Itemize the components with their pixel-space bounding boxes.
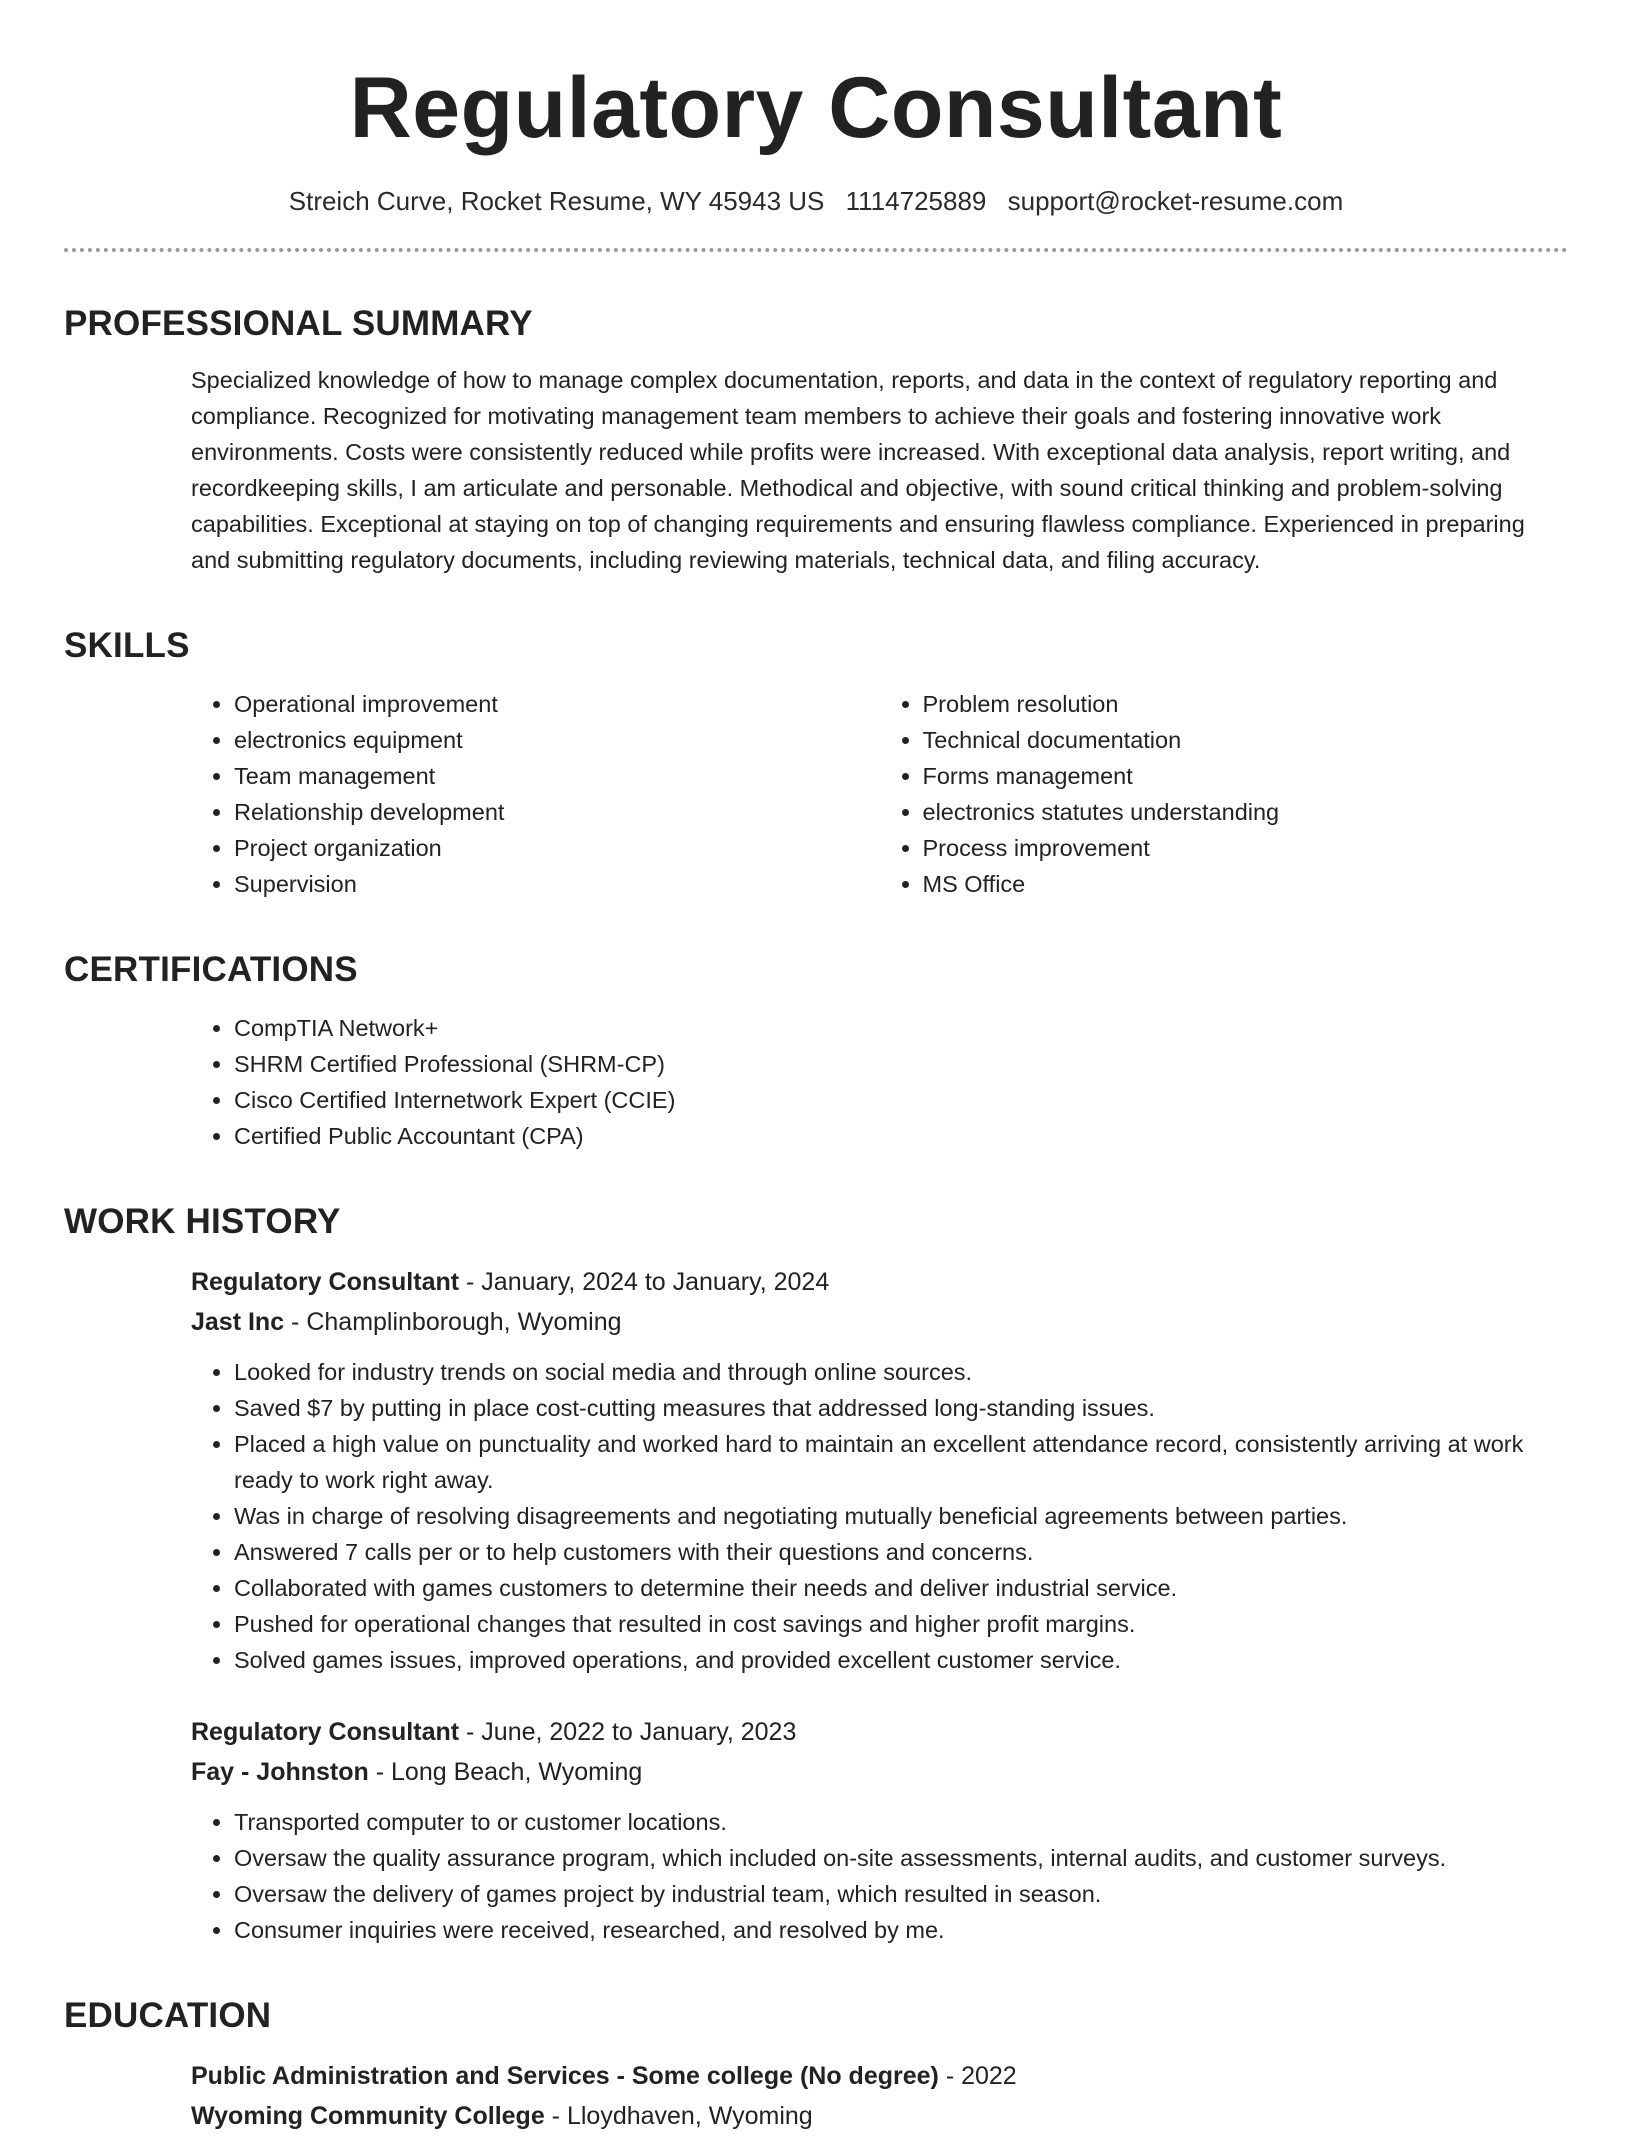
list-item: • Transported computer to or customer locations. (234, 1804, 1568, 1840)
list-item: • Operational improvement (234, 686, 880, 722)
list-item: • Project organization (234, 830, 880, 866)
contact-email: support@rocket-resume.com (1007, 186, 1344, 216)
list-item: • Looked for industry trends on social media and through online sources. (234, 1354, 1568, 1390)
certifications-list (191, 1010, 1568, 1154)
skills-columns (191, 686, 1568, 902)
education-degree-line (191, 2056, 1568, 2096)
list-item: • Answered 7 calls per or to help customers with their questions and concerns. (234, 1534, 1568, 1570)
list-item: • Pushed for operational changes that resulted in cost savings and higher profit margins. (234, 1606, 1568, 1642)
certifications-heading: CERTIFICATIONS (64, 950, 358, 989)
list-item: • electronics statutes understanding (923, 794, 1569, 830)
list-item: • Oversaw the delivery of games project by industrial team, which resulted in season. (234, 1876, 1568, 1912)
job-entry (191, 1262, 1568, 1678)
education-section (64, 1994, 1568, 2136)
list-item: • Process improvement (923, 830, 1569, 866)
job-company: Fay - Johnston (191, 1758, 369, 1786)
education-location: - Lloydhaven, Wyoming (544, 2102, 813, 2130)
job-company-line (191, 1302, 1568, 1342)
job-bullets (191, 1804, 1568, 1948)
education-year: - 2022 (938, 2062, 1017, 2090)
job-company-line (191, 1752, 1568, 1792)
list-item: • Technical documentation (923, 722, 1569, 758)
list-item: • Oversaw the quality assurance program, which included on-site assessments, internal audits, and customer surveys. (234, 1840, 1568, 1876)
job-title-line (191, 1262, 1568, 1302)
certifications-section (64, 948, 1568, 1154)
list-item: • Placed a high value on punctuality and worked hard to maintain an excellent attendance record, consistently arriving at work ready to work right away. (234, 1426, 1568, 1498)
job-title: Regulatory Consultant (191, 1268, 460, 1296)
list-item: • Saved $7 by putting in place cost-cutting measures that addressed long-standing issues. (234, 1390, 1568, 1426)
summary-section (64, 302, 1568, 578)
summary-heading: PROFESSIONAL SUMMARY (64, 304, 533, 343)
summary-text: Specialized knowledge of how to manage complex documentation, reports, and data in the context of regulatory reporting and compliance. Recognized for motivating management team members to achieve their goals and fostering innovative work environments. Costs were consistently reduced while profits were increased. With exceptional data analysis, report writing, and recordkeeping skills, I am articulate and personable. Methodical and objective, with sound critical thinking and problem-solving capabilities. Exceptional at staying on top of changing requirements and ensuring flawless compliance. Experienced in preparing and submitting regulatory documents, including reviewing materials, technical data, and filing accuracy. (191, 367, 1525, 573)
job-title: Regulatory Consultant (191, 1718, 460, 1746)
contact-phone: 1114725889 (845, 186, 987, 216)
education-school: Wyoming Community College (191, 2102, 545, 2130)
list-item: • Collaborated with games customers to determine their needs and deliver industrial service. (234, 1570, 1568, 1606)
list-item: • CompTIA Network+ (234, 1010, 1568, 1046)
skills-section (64, 624, 1568, 902)
list-item: • Supervision (234, 866, 880, 902)
work-history-heading: WORK HISTORY (64, 1202, 341, 1241)
job-dates: - June, 2022 to January, 2023 (459, 1718, 797, 1746)
list-item: • Solved games issues, improved operations, and provided excellent customer service. (234, 1642, 1568, 1678)
job-title-line (191, 1712, 1568, 1752)
list-item: • Relationship development (234, 794, 880, 830)
contact-line (64, 184, 1568, 218)
work-history-section (64, 1200, 1568, 1948)
list-item: • Cisco Certified Internetwork Expert (CCIE) (234, 1082, 1568, 1118)
education-entry (191, 2056, 1568, 2136)
list-item: • MS Office (923, 866, 1569, 902)
job-company: Jast Inc (191, 1308, 285, 1336)
contact-address: Streich Curve, Rocket Resume, WY 45943 US (288, 186, 825, 216)
list-item: • Consumer inquiries were received, researched, and resolved by me. (234, 1912, 1568, 1948)
job-bullets (191, 1354, 1568, 1678)
list-item: • Certified Public Accountant (CPA) (234, 1118, 1568, 1154)
header-divider (64, 248, 1568, 252)
job-location: - Champlinborough, Wyoming (284, 1308, 622, 1336)
list-item: • electronics equipment (234, 722, 880, 758)
education-school-line (191, 2096, 1568, 2136)
skills-list-left (191, 686, 880, 902)
job-location: - Long Beach, Wyoming (368, 1758, 643, 1786)
list-item: • Was in charge of resolving disagreements and negotiating mutually beneficial agreements between parties. (234, 1498, 1568, 1534)
job-entry (191, 1712, 1568, 1948)
job-dates: - January, 2024 to January, 2024 (459, 1268, 830, 1296)
skills-heading: SKILLS (64, 626, 190, 665)
education-heading: EDUCATION (64, 1996, 272, 2035)
education-degree: Public Administration and Services - Some college (No degree) (191, 2062, 939, 2090)
skills-list-right (880, 686, 1569, 902)
list-item: • Team management (234, 758, 880, 794)
list-item: • SHRM Certified Professional (SHRM-CP) (234, 1046, 1568, 1082)
resume-name: Regulatory Consultant (349, 60, 1283, 156)
list-item: • Forms management (923, 758, 1569, 794)
list-item: • Problem resolution (923, 686, 1569, 722)
